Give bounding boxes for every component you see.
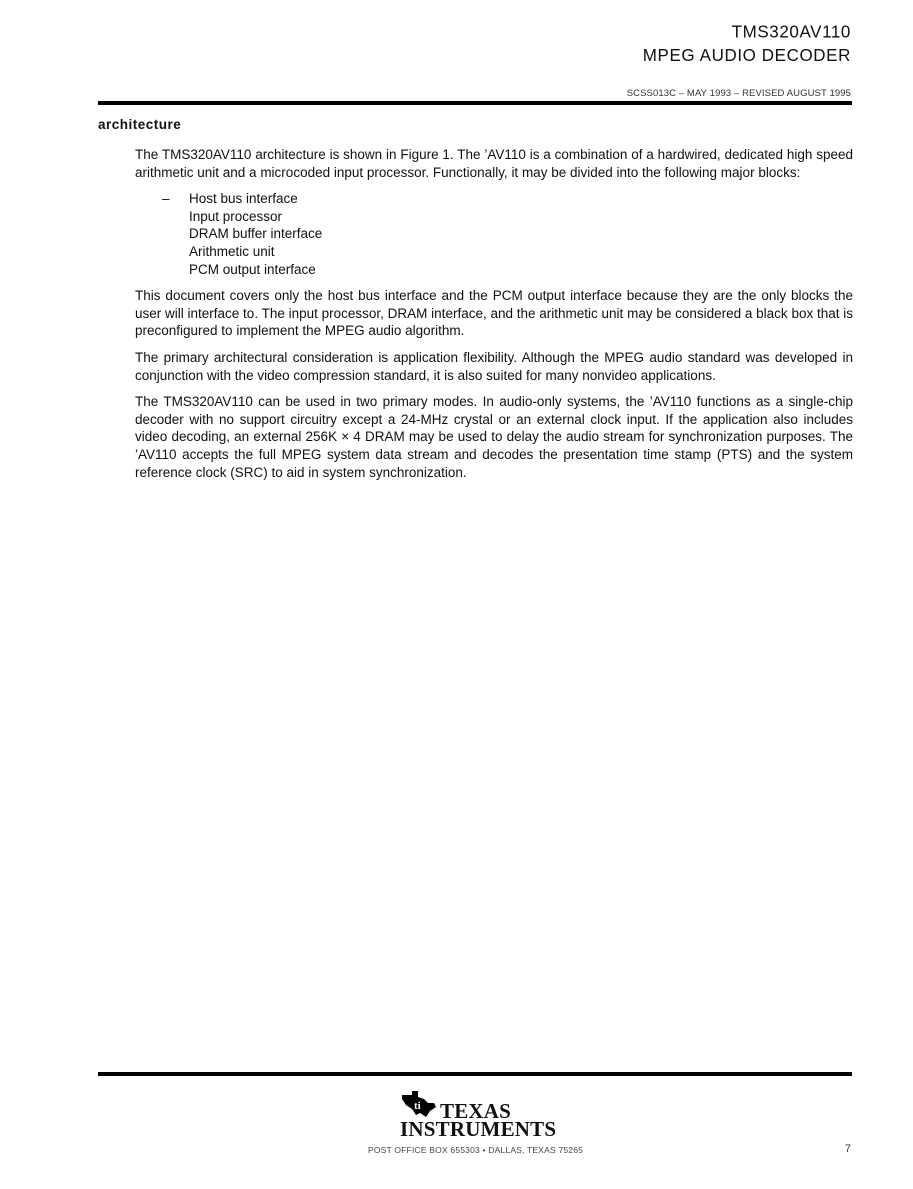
section-body — [135, 146, 853, 490]
part-number: TMS320AV110 — [731, 21, 851, 42]
device-title: MPEG AUDIO DECODER — [642, 45, 851, 65]
revision-line: SCSS013C – MAY 1993 – REVISED AUGUST 1995 — [626, 88, 851, 99]
svg-text:ti: ti — [414, 1100, 421, 1112]
texas-state-icon — [398, 1089, 438, 1119]
list-item: Host bus interface — [189, 191, 298, 207]
page-number: 7 — [844, 1143, 851, 1155]
intro-paragraph: The TMS320AV110 architecture is shown in Figure 1. The ’AV110 is a combination of a hardwired, dedicated high speed arithmetic unit and a microcoded input processor. Functionally, it may be divided into the following major blocks: — [135, 147, 853, 180]
document-header — [643, 21, 851, 67]
body-paragraph: The TMS320AV110 can be used in two primary modes. In audio-only systems, the ’AV110 functions as a single-chip decoder with no support circuitry except a 24-MHz crystal or an external clock input. If the application also includes video decoding, an external 256K × 4 DRAM may be used to delay the audio stream for synchronization purposes. The ’AV110 accepts the full MPEG system data stream and decodes the presentation time stamp (PTS) and the system reference clock (SRC) to aid in system synchronization. — [135, 394, 853, 480]
footer-rule — [98, 1072, 852, 1076]
company-address: POST OFFICE BOX 655303 • DALLAS, TEXAS 75265 — [368, 1145, 584, 1155]
ti-logo — [398, 1085, 558, 1143]
block-list — [135, 190, 853, 278]
body-paragraph: This document covers only the host bus interface and the PCM output interface because they are the only blocks the user will interface to. The input processor, DRAM interface, and the arithmetic unit may be considered a black box that is preconfigured to implement the MPEG audio algorithm. — [135, 288, 853, 339]
logo-text-instruments: INSTRUMENTS — [400, 1117, 557, 1141]
logo-text-texas: TEXAS — [440, 1099, 512, 1123]
list-item: Input processor — [189, 208, 283, 224]
list-marker: – — [162, 191, 170, 207]
section-heading: architecture — [98, 117, 182, 132]
header-rule — [98, 101, 852, 105]
body-paragraph: The primary architectural consideration is application flexibility. Although the MPEG audio standard was developed in conjunction with the video compression standard, it is also suited for many nonvideo applications. — [135, 349, 853, 383]
list-item: Arithmetic unit — [189, 243, 275, 259]
list-item: DRAM buffer interface — [189, 226, 323, 242]
list-item: PCM output interface — [189, 261, 316, 277]
